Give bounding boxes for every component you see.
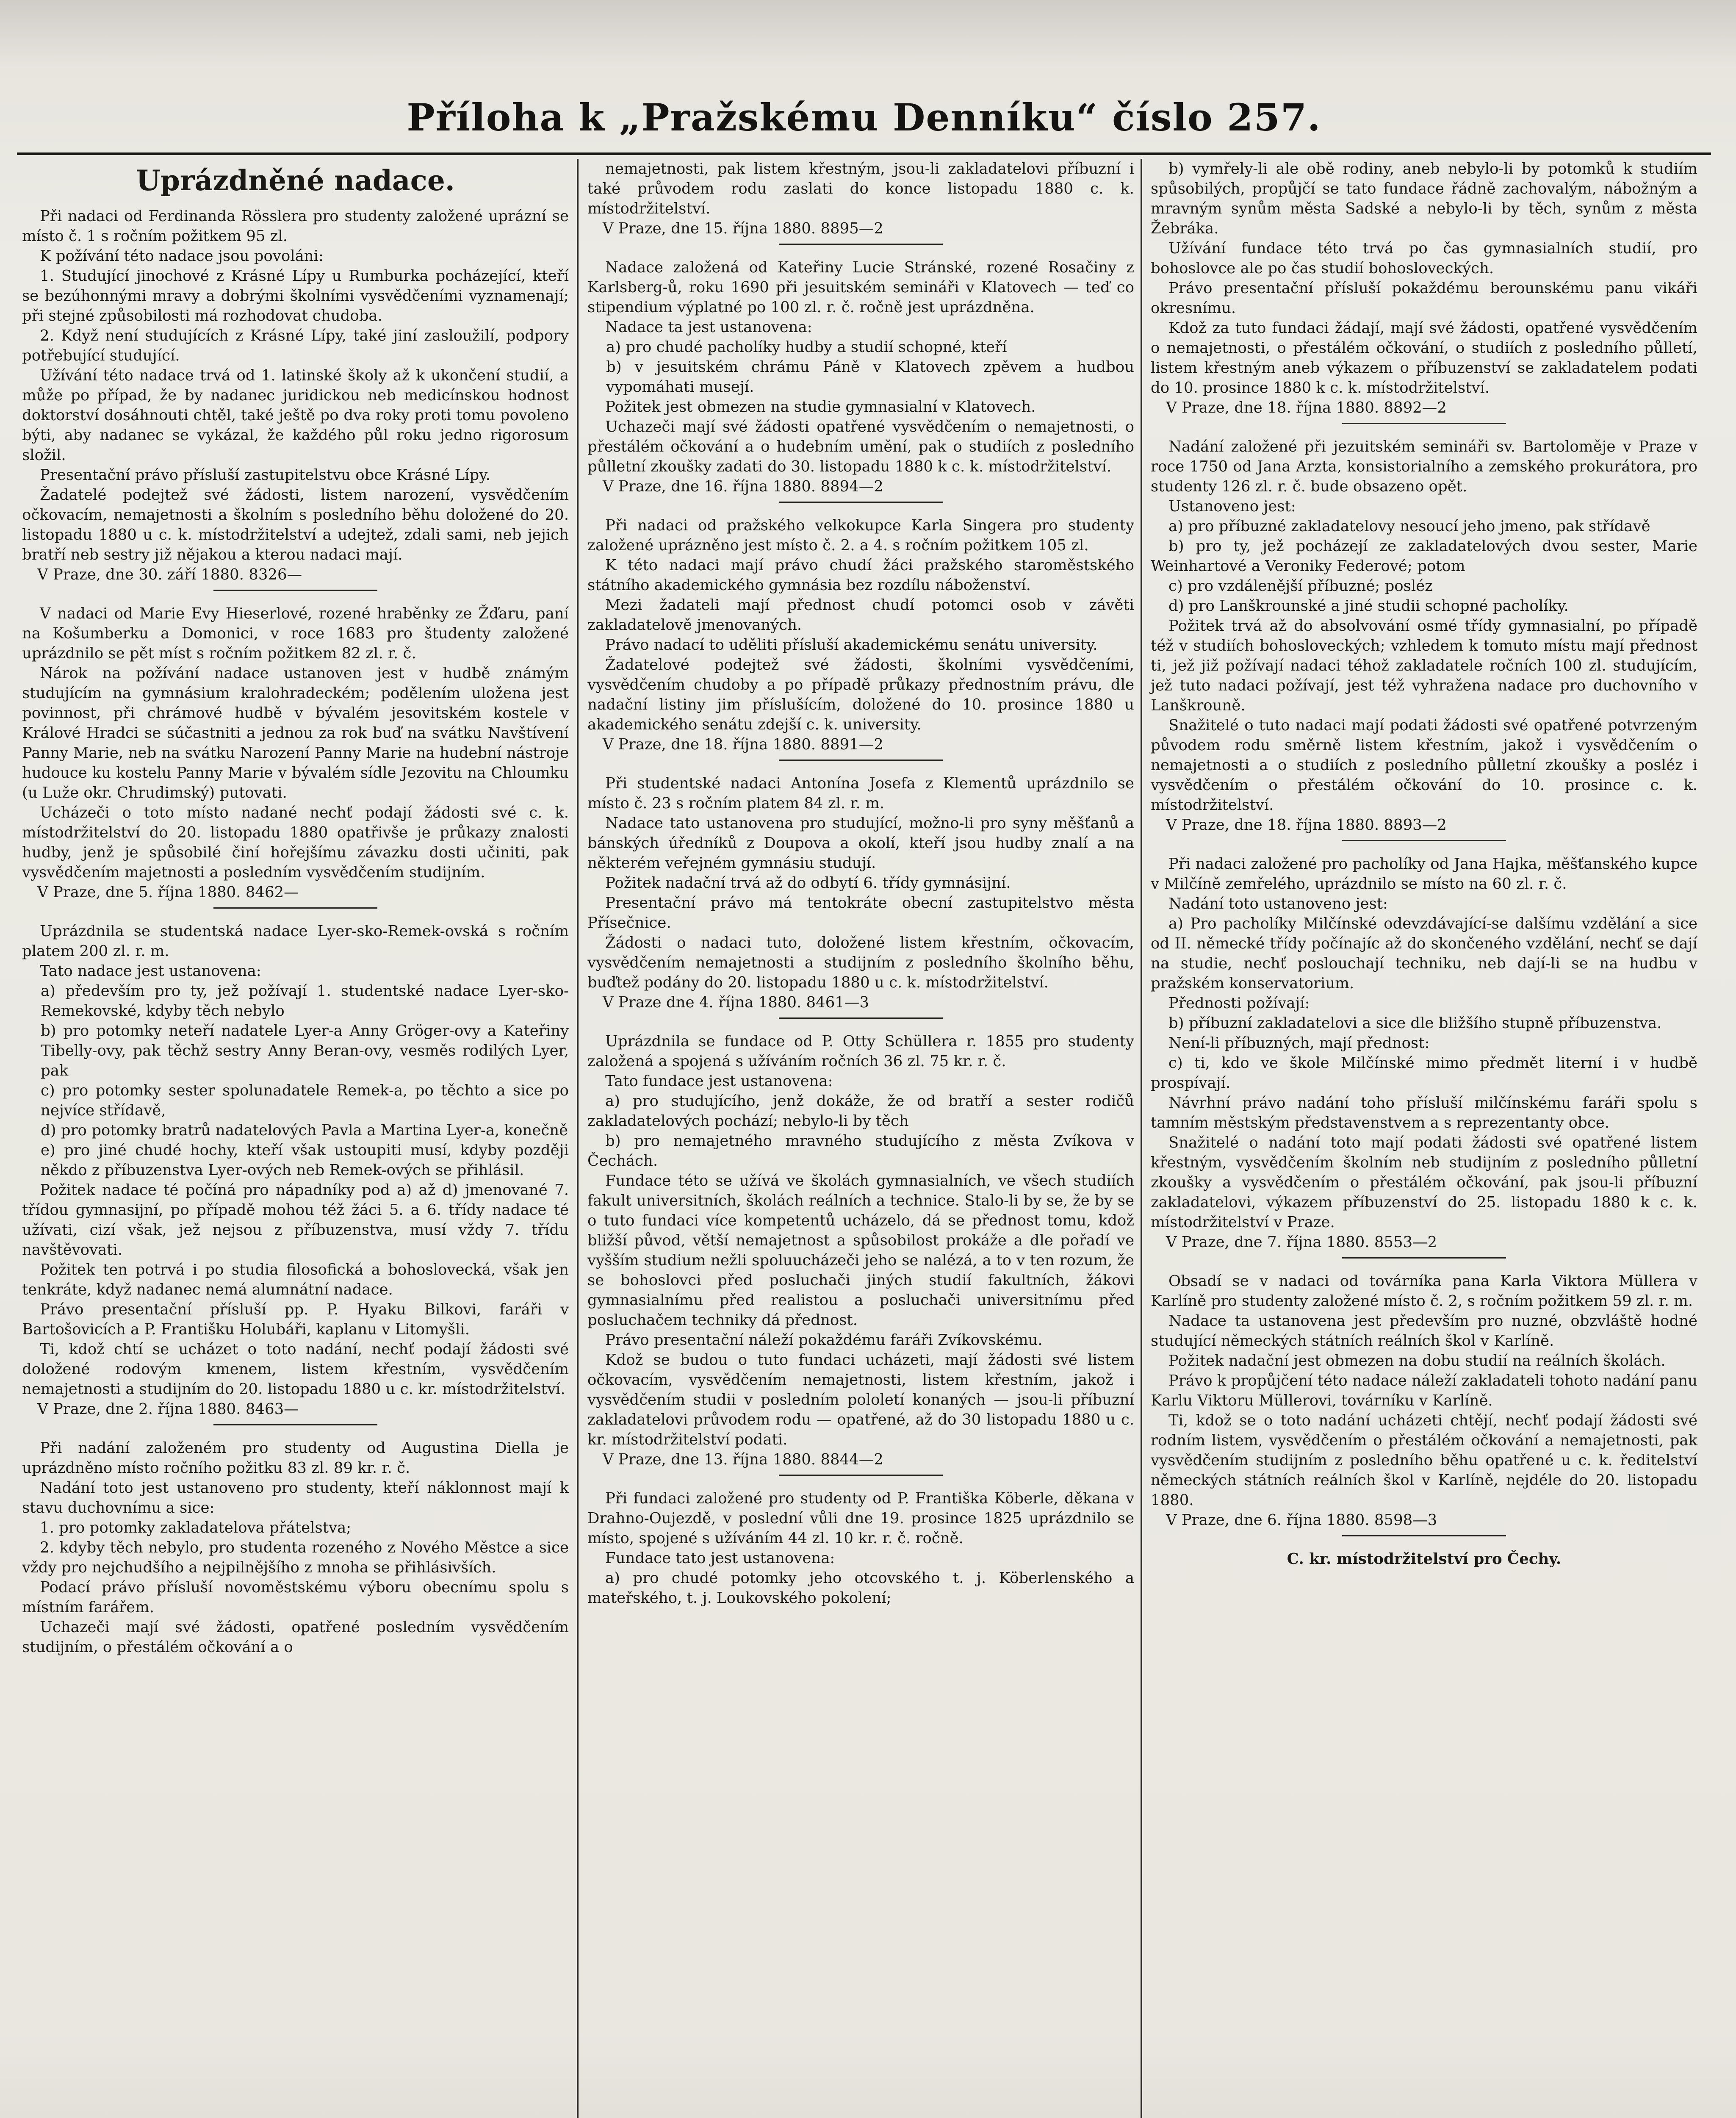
notice-paragraph: b) vymřely-li ale obě rodiny, aneb nebylo-li by potomků k studiím spůsobilých, propůjčí se tato fundace řádně zachovalým, nábožným a mravným synům města Sadské a nebylo-li by těch, synům z města Žebráka. bbox=[1151, 160, 1697, 237]
notice-paragraph: Právo presentační náleží pokaždému faráři Zvíkovskému. bbox=[605, 1331, 1043, 1349]
notice bbox=[1151, 1271, 1697, 1536]
notice bbox=[22, 921, 569, 1425]
notice bbox=[587, 159, 1134, 245]
notice-paragraph: Právo nadací to uděliti přísluší akademickému senátu university. bbox=[605, 636, 1098, 654]
notice-paragraph: a) pro chudé potomky jeho otcovského t. j. Köberlenského a mateřského, t. j. Loukovského pokolení; bbox=[587, 1569, 1134, 1607]
notice-paragraph: Při nadaci od pražského velkokupce Karla Singera pro studenty založené uprázněno jest místo č. 2. a 4. s ročním požitkem 105 zl. bbox=[587, 517, 1134, 554]
notice-paragraph: Požitek ten potrvá i po studia filosofická a bohoslovecká, však jen tenkráte, když nadanec nemá alumnátní nadace. bbox=[22, 1261, 569, 1298]
notice-paragraph: Mezi žadateli mají přednost chudí potomci osob v závěti zakladatelově jmenovaných. bbox=[587, 596, 1134, 634]
notice-paragraph: Nadace ta jest ustanovena: bbox=[605, 319, 812, 336]
notice-paragraph: Požitek nadační jest obmezen na dobu studií na reálních školách. bbox=[1168, 1352, 1666, 1369]
notice-paragraph: Žádosti o nadaci tuto, doložené listem křestním, očkovacím, vysvědčením nemajetnosti a studijním z posledního školního běhu, buďtež podány do 20. listopadu 1880 u c. k. místodržitelství. bbox=[587, 934, 1134, 991]
notice-paragraph: Podací právo přísluší novoměstskému výboru obecnímu spolu s místním farářem. bbox=[22, 1579, 569, 1616]
notice-list-item: c) pro potomky sester spolunadatele Remek-a, po těchto a sice po nejvíce střídavě, bbox=[41, 1082, 569, 1119]
notice-paragraph: V nadaci od Marie Evy Hieserlové, rozené hraběnky ze Žďaru, paní na Košumberku a Domonici, v roce 1683 pro študenty založené uprázdnilo se pět míst s ročním požitkem 82 zl. r. č. bbox=[22, 605, 569, 662]
notice-paragraph: c) pro vzdálenější příbuzné; posléz bbox=[1168, 577, 1433, 595]
notice-paragraph: Nadace ta ustanovena jest především pro nuzné, obzvláště hodné studující německých státních reálních škol v Karlíně. bbox=[1151, 1312, 1697, 1350]
notice-separator bbox=[779, 1017, 943, 1019]
notice-paragraph: Obsadí se v nadaci od továrníka pana Karla Viktora Müllera v Karlíně pro studenty založené místo č. 2, s ročním požitkem 59 zl. r. m. bbox=[1151, 1272, 1697, 1310]
notice-separator bbox=[1342, 1535, 1506, 1536]
notice-paragraph: Nárok na požívání nadace ustanoven jest v hudbě známým studujícím na gymnásium kralohradeckém; podělením uložena jest povinnost, při chrámové hudbě v bývalém jesovitském kostele v Králové Hradci se súčastniti a jednou za rok buď na svátku Navštívení Panny Marie, neb na svátku Narození Panny Marie na hudební nástroje hudouce ku kostelu Panny Marie v bývalém sídle Jezovitu na Chloumku (u Luže okr. Chrudimský) putovati. bbox=[22, 665, 569, 801]
notice-dateline: V Praze, dne 6. října 1880. 8598—3 bbox=[1166, 1511, 1437, 1529]
notice-paragraph: Právo k propůjčení této nadace náleží zakladateli tohoto nadání panu Karlu Viktoru Müllerovi, továrníku v Karlíně. bbox=[1151, 1372, 1697, 1409]
notice bbox=[22, 604, 569, 909]
notice-separator bbox=[779, 760, 943, 761]
notice-dateline: V Praze, dne 5. října 1880. 8462— bbox=[37, 884, 299, 901]
notice-paragraph: Nadání toto ustanoveno jest: bbox=[1168, 895, 1388, 912]
notice bbox=[22, 206, 569, 591]
notice-paragraph: Nadace tato ustanovena pro studující, možno-li pro syny měšťanů a bánských úředníků z Doupova a okolí, kteří jsou hudby znalí a na některém veřejném gymnásiu studují. bbox=[587, 815, 1134, 872]
notice-separator bbox=[1342, 840, 1506, 841]
notice-paragraph: Není-li příbuzných, mají přednost: bbox=[1168, 1034, 1430, 1052]
notice-paragraph: Snažitelé o nadání toto mají podati žádosti své opatřené listem křestným, vysvědčením školním neb studijním z posledního půlletní zkoušky a vysvědčením o přestálém očkování, pak jsou-li příbuzní zakladatelovi, výkazem příbuzenství do 25. listopadu 1880 k c. k. místodržitelství v Praze. bbox=[1151, 1134, 1697, 1231]
notice-paragraph: Ti, kdož se o toto nadání ucházeti chtějí, nechť podají žádosti své rodním listem, vysvědčením o přestálém očkování a nemajetnosti, pak vysvědčením studijním z posledního běhu opatřené u c. k. ředitelství německých státních reálních škol v Karlíně, nejdéle do 20. listopadu 1880. bbox=[1151, 1412, 1697, 1509]
notice-paragraph: Tato nadace jest ustanovena: bbox=[40, 962, 261, 980]
notice bbox=[1151, 159, 1697, 424]
notice-paragraph: Nadání toto jest ustanoveno pro studenty, kteří náklonnost mají k stavu duchovnímu a sice: bbox=[22, 1479, 569, 1516]
notice-paragraph: Požitek nadační trvá až do odbytí 6. třídy gymnásijní. bbox=[605, 874, 1011, 892]
column-2 bbox=[582, 159, 1139, 2118]
notice bbox=[587, 1489, 1134, 1608]
notice-paragraph: b) pro ty, jež pocházejí ze zakladatelových dvou sester, Marie Weinhartové a Veroniky Federové; potom bbox=[1151, 538, 1697, 575]
notice-paragraph: d) pro Lanškrounské a jiné studii schopné pacholíky. bbox=[1168, 597, 1569, 615]
column-3 bbox=[1146, 159, 1703, 2118]
notice-separator bbox=[1342, 1257, 1506, 1259]
notice-dateline: V Praze, dne 18. října 1880. 8893—2 bbox=[1166, 816, 1447, 834]
notice-paragraph: Kdož za tuto fundaci žádají, mají své žádosti, opatřené vysvědčením o nemajetnosti, o přestálém očkování, o studiích z posledního půlletí, listem křestným aneb výkazem o příbuzenství se zakladatelem podati do 10. prosince 1880 k c. k. místodržitelství. bbox=[1151, 319, 1697, 396]
notice-paragraph: Při nadání založeném pro studenty od Augustina Diella je uprázdněno místo ročního požitku 83 zl. 89 kr. r. č. bbox=[22, 1439, 569, 1477]
notice-dateline: V Praze, dne 7. října 1880. 8553—2 bbox=[1166, 1234, 1437, 1251]
notice-paragraph: 1. Studující jinochové z Krásné Lípy u Rumburka pocházející, kteří se bezúhonnými mravy a dobrými školními vysvědčeními vyznamenají; při stejné způsobilosti má rozhodovat chudoba. bbox=[22, 267, 569, 324]
notice-paragraph: Při nadaci založené pro pacholíky od Jana Hajka, měšťanského kupce v Milčíně zemřelého, uprázdnilo se místo na 60 zl. r. č. bbox=[1151, 855, 1697, 893]
notice-paragraph: Nadání založené při jezuitském semináři sv. Bartoloměje v Praze v roce 1750 od Jana Arzta, konsistorialního a zemského prokurátora, pro studenty 126 zl. r. č. bude obsazeno opět. bbox=[1151, 438, 1697, 495]
notice bbox=[587, 258, 1134, 503]
notice-list-item: e) pro jiné chudé hochy, kteří však ustoupiti musí, kdyby později někdo z příbuzenstva Lyer-ových neb Remek-ových se přihlásil. bbox=[41, 1142, 569, 1179]
notice-paragraph: 2. kdyby těch nebylo, pro studenta rozeného z Nového Městce a sice vždy pro nejchudšího a nejpilnějšího z mnoha se přihlásivších. bbox=[22, 1539, 569, 1576]
notice-paragraph: K této nadaci mají právo chudí žáci pražského staroměstského státního akademického gymnásia bez rozdílu náboženství. bbox=[587, 557, 1134, 594]
notice-separator bbox=[779, 244, 943, 245]
notice-paragraph: Uprázdnila se studentská nadace Lyer-sko-Remek-ovská s ročním platem 200 zl. r. m. bbox=[22, 923, 569, 960]
notice-separator bbox=[213, 590, 377, 591]
notice-paragraph: Kdož se budou o tuto fundaci ucházeti, mají žádosti své listem očkovacím, vysvědčením nemajetnosti, listem křestním, jakož i vysvědčením studii v posledním pololetí konaných — jsou-li příbuzní zakladatelovi průvodem rodu — opatřené, až do 30 listopadu 1880 u c. kr. místodržitelství podati. bbox=[587, 1351, 1134, 1448]
notice-list-item: a) pro chudé pacholíky hudby a studií schopné, kteří bbox=[606, 338, 1007, 356]
notice-paragraph: nemajetnosti, pak listem křestným, jsou-li zakladatelovi příbuzní i také průvodem rodu zaslati do konce listopadu 1880 c. k. místodržitelství. bbox=[587, 160, 1134, 217]
notice-separator bbox=[779, 502, 943, 503]
notice-paragraph: Při studentské nadaci Antonína Josefa z Klementů uprázdnilo se místo č. 23 s ročním platem 84 zl. r. m. bbox=[587, 775, 1134, 812]
notice bbox=[587, 1031, 1134, 1476]
notice-paragraph: Právo presentační přísluší pp. P. Hyaku Bilkovi, faráři v Bartošovicích a P. Františku Holubáři, kaplanu v Litomyšli. bbox=[22, 1301, 569, 1338]
notice-paragraph: Ustanoveno jest: bbox=[1168, 498, 1296, 515]
notice-paragraph: Právo presentační přísluší pokaždému berounskému panu vikáři okresnímu. bbox=[1151, 280, 1697, 317]
notice-paragraph: Presentační právo přísluší zastupitelstvu obce Krásné Lípy. bbox=[40, 466, 490, 484]
notice-dateline: V Praze, dne 15. října 1880. 8895—2 bbox=[603, 220, 883, 237]
notice-paragraph: Nadace založená od Kateřiny Lucie Stránské, rozené Rosačiny z Karlsberg-ů, roku 1690 při jesuitském semináři v Klatovech — teď co stipendium výplatné po 100 zl. r. č. ročně jest uprázdněna. bbox=[587, 259, 1134, 316]
notice-dateline: V Praze, dne 13. října 1880. 8844—2 bbox=[603, 1451, 883, 1468]
section-title: Uprázdněné nadace. bbox=[136, 164, 455, 197]
notice bbox=[1151, 437, 1697, 841]
notice-paragraph: Uchazeči mají své žádosti, opatřené posledním vysvědčením studijním, o přestálém očkování a o bbox=[22, 1619, 569, 1656]
notice-paragraph: a) pro příbuzné zakladatelovy nesoucí jeho jmeno, pak střídavě bbox=[1168, 518, 1650, 535]
notice-paragraph: a) pro studujícího, jenž dokáže, že od bratří a sester rodičů zakladatelových pochází; nebylo-li by těch bbox=[587, 1092, 1134, 1130]
notice-paragraph: c) ti, kdo ve škole Milčínské mimo předmět literní i v hudbě prospívají. bbox=[1151, 1054, 1697, 1092]
notice-paragraph: K požívání této nadace jsou povoláni: bbox=[40, 247, 324, 265]
notice-paragraph: Žadatelové podejtež své žádosti, školními vysvědčeními, vysvědčením chudoby a po případě průkazy přednostním právu, dle nadační listiny jim příslušícím, doložené do 10. prosince 1880 u akademického senátu zdejší c. k. university. bbox=[587, 656, 1134, 733]
notice-list-item: b) pro potomky neteří nadatele Lyer-a Anny Gröger-ovy a Kateřiny Tibelly-ovy, pak těchž sestry Anny Beran-ovy, vesměs rodilých Lyer, pak bbox=[41, 1022, 569, 1079]
notice-paragraph: Požitek jest obmezen na studie gymnasialní v Klatovech. bbox=[605, 398, 1036, 416]
notice-paragraph: Ucházeči o toto místo nadané nechť podají žádosti své c. k. místodržitelství do 20. listopadu 1880 opatřivše je průkazy znalosti hudby, jenž je spůsobilé činí hořejšímu závazku dosti učiniti, pak vysvědčením majetnosti a posledním vysvědčením studijním. bbox=[22, 804, 569, 881]
notice bbox=[1151, 854, 1697, 1259]
notice-separator bbox=[779, 1475, 943, 1476]
notice bbox=[22, 1438, 569, 1657]
notice-paragraph: Požitek nadace té počíná pro nápadníky pod a) až d) jmenované 7. třídou gymnasijní, po případě mohou též žáci 5. a 6. třídy nadace té užívati, cizí však, jež nejsou z příbuzenstva, musí vždy 7. třídu navštěvovati. bbox=[22, 1181, 569, 1259]
notice-paragraph: Užívání fundace této trvá po čas gymnasialních studií, pro bohoslovce ale po čas studií bohosloveckých. bbox=[1151, 240, 1697, 277]
notice-paragraph: Tato fundace jest ustanovena: bbox=[605, 1073, 833, 1090]
notice-separator bbox=[1342, 423, 1506, 424]
notice-list-item: b) v jesuitském chrámu Páně v Klatovech zpěvem a hudbou vypomáhati musejí. bbox=[606, 358, 1134, 396]
notice-dateline: V Praze, dne 2. října 1880. 8463— bbox=[37, 1400, 299, 1418]
notice-paragraph: Užívání této nadace trvá od 1. latinské školy až k ukončení studií, a může po případ, že by nadanec juridickou neb medicínskou hodnost doktorství dosáhnouti chtěl, také ještě po dva roky proti tomu povoleno býti, aby nadanec se vykázal, že každého půl roku jedno rigorosum složil. bbox=[22, 367, 569, 464]
notice-paragraph: Fundace této se užívá ve školách gymnasialních, ve všech studiích fakult universitních, školách reálních a technice. Stalo-li by se, že by se o tuto fundaci více kompetentů ucházelo, dá se přednost tomu, kdož bližší původ, větší nemajetnost a spůsobilost prokáže a dle pořadí ve vyšším studium nežli spoluucházeči jeho se nalézá, a to v ten rozum, že se bohoslovci před posluchači jiných studií fakultních, žákovi gymnasialnímu před realistou a posluchači universitnímu před posluchačem techniky dá přednost. bbox=[587, 1172, 1134, 1329]
notice-dateline: V Praze, dne 18. října 1880. 8891—2 bbox=[603, 736, 883, 753]
notice-separator bbox=[213, 1424, 377, 1425]
notice-paragraph: Požitek trvá až do absolvování osmé třídy gymnasialní, po případě též v studiích bohosloveckých; vzhledem k tomuto místu mají přednost ti, jež již požívají nadaci téhož zakladatele ročních 100 zl. studujícím, jež tuto nadaci požívají, jest též vyhražena nadace pro duchovního v Lanškrouně. bbox=[1151, 617, 1697, 714]
masthead-title: Příloha k „Pražskému Denníku“ číslo 257. bbox=[407, 95, 1321, 139]
closing-signature: C. kr. místodržitelství pro Čechy. bbox=[1287, 1550, 1562, 1568]
notice-separator bbox=[213, 907, 377, 909]
notice-paragraph: Presentační právo má tentokráte obecní zastupitelstvo města Přísečnice. bbox=[587, 894, 1134, 931]
notice-list-item: a) především pro ty, jež požívají 1. studentské nadace Lyer-sko-Remekovské, kdyby těch nebylo bbox=[41, 982, 569, 1020]
masthead-rule bbox=[17, 152, 1711, 155]
notice-paragraph: 1. pro potomky zakladatelova přátelstva; bbox=[40, 1519, 352, 1536]
notice-paragraph: 2. Když není studujících z Krásné Lípy, také jiní zasloužilí, podpory potřebující studující. bbox=[22, 327, 569, 364]
notice-paragraph: Přednosti požívají: bbox=[1168, 995, 1310, 1012]
notice-dateline: V Praze, dne 30. září 1880. 8326— bbox=[37, 566, 302, 583]
notice-paragraph: Snažitelé o tuto nadaci mají podati žádosti své opatřené potvrzeným původem rodu směrně listem křestním, jakož i vysvědčením o nemajetnosti a o studiích z posledního půlletní zkoušky a posléz i vysvědčením o přestálém očkování do 10. prosince c. k. místodržitelství. bbox=[1151, 717, 1697, 814]
notice-paragraph: Při fundaci založené pro studenty od P. Františka Köberle, děkana v Drahno-Oujezdě, v poslední vůli dne 19. prosince 1825 uprázdnilo se místo, spojené s užíváním 44 zl. 10 kr. r. č. ročně. bbox=[587, 1490, 1134, 1547]
notice-paragraph: Uprázdnila se fundace od P. Otty Schüllera r. 1855 pro studenty založená a spojená s užíváním ročních 36 zl. 75 kr. r. č. bbox=[587, 1033, 1134, 1070]
notice-paragraph: Návrhní právo nadání toho přísluší milčínskému faráři spolu s tamním městským představenstvem a s reprezentanty obce. bbox=[1151, 1094, 1697, 1131]
notice-paragraph: Žadatelé podejtež své žádosti, listem narození, vysvědčením očkovacím, nemajetnosti a školním s posledního běhu doložené do 20. listopadu 1880 u c. k. místodržitelství a udejtež, zdali sami, neb jejich bratří neb sestry již nějakou a kterou nadaci mají. bbox=[22, 486, 569, 563]
notice-dateline: V Praze, dne 16. října 1880. 8894—2 bbox=[603, 478, 883, 495]
notice-paragraph: a) Pro pacholíky Milčínské odevzdávající-se dalšímu vzdělání a sice od II. německé třídy počínajíc až do skončeného vzdělání, nechť se dají na studie, nechť poslouchají techniku, neb dají-li se na hudbu v pražském konservatorium. bbox=[1151, 915, 1697, 992]
notice-paragraph: b) příbuzní zakladatelovi a sice dle bližšího stupně příbuzenstva. bbox=[1168, 1015, 1662, 1032]
column-divider bbox=[577, 159, 579, 2118]
notice bbox=[587, 773, 1134, 1019]
notice-paragraph: Ti, kdož chtí se ucházet o toto nadání, nechť podají žádosti své doložené rodovým kmenem, listem křestním, vysvědčením nemajetnosti a studijním do 20. listopadu 1880 u c. kr. místodržitelství. bbox=[22, 1341, 569, 1398]
notice-paragraph: Při nadaci od Ferdinanda Rösslera pro studenty založené uprázní se místo č. 1 s ročním požitkem 95 zl. bbox=[22, 208, 569, 245]
notice-paragraph: Uchazeči mají své žádosti opatřené vysvědčením o nemajetnosti, o přestálém očkování a o hudebním umění, pak o studiích z posledního půlletní zkoušky zadati do 30. listopadu 1880 k c. k. místodržitelství. bbox=[587, 418, 1134, 475]
notice-dateline: V Praze, dne 18. října 1880. 8892—2 bbox=[1166, 399, 1447, 416]
notice bbox=[587, 516, 1134, 761]
notice-list-item: d) pro potomky bratrů nadatelových Pavla a Martina Lyer-a, konečně bbox=[41, 1122, 568, 1139]
notice-paragraph: Fundace tato jest ustanovena: bbox=[605, 1550, 835, 1567]
column-1 bbox=[17, 159, 574, 2118]
column-divider bbox=[1141, 159, 1142, 2118]
notice-paragraph: b) pro nemajetného mravného studujícího z města Zvíkova v Čechách. bbox=[587, 1132, 1134, 1170]
notice-dateline: V Praze dne 4. října 1880. 8461—3 bbox=[603, 994, 869, 1011]
